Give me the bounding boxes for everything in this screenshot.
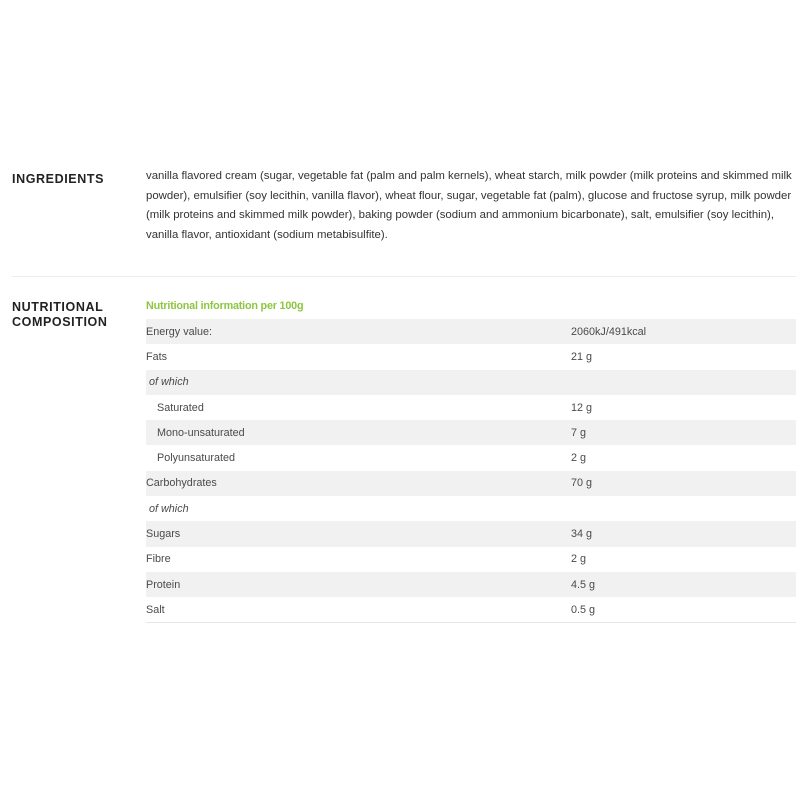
row-label: Carbohydrates [146, 471, 571, 496]
nutrition-heading-line2: COMPOSITION [12, 315, 108, 329]
nutrition-heading [12, 300, 132, 330]
table-row-protein [146, 572, 796, 597]
row-label: Fibre [146, 553, 171, 566]
table-row-carbs-of-which [146, 496, 796, 521]
table-row-polyunsaturated [146, 445, 796, 470]
nutrition-heading-line1: NUTRITIONAL [12, 300, 104, 314]
nutrition-table-caption: Nutritional information per 100g [146, 300, 304, 312]
table-row-sugars [146, 521, 796, 546]
table-row-saturated [146, 395, 796, 420]
table-row-salt [146, 597, 796, 622]
table-row-fats-of-which [146, 370, 796, 395]
row-label: of which [149, 502, 189, 515]
row-value: 2 g [571, 452, 587, 465]
row-value: 4.5 g [571, 572, 796, 597]
row-label: Saturated [157, 401, 204, 414]
table-row-energy [146, 319, 796, 344]
ingredients-heading: INGREDIENTS [12, 172, 105, 186]
table-row-fats [146, 344, 796, 369]
table-row-mono-unsaturated [146, 420, 796, 445]
row-label: Fats [146, 350, 167, 363]
row-value [571, 496, 796, 521]
row-value: 2 g [571, 553, 587, 566]
row-label: Mono-unsaturated [146, 420, 571, 445]
row-value: 12 g [571, 401, 593, 414]
table-row-fibre [146, 547, 796, 572]
row-label: Sugars [146, 521, 571, 546]
table-row-carbohydrates [146, 471, 796, 496]
ingredients-text: vanilla flavored cream (sugar, vegetable fat (palm and palm kernels), wheat starch, milk powder (milk proteins and skimmed milk powder), emulsifier (soy lecithin, vanilla flavor), wheat flour, sugar, vegetable fat (palm), glucose and fructose syrup, milk powder (milk proteins and skimmed milk powder), baking powder (sodium and ammonium bicarbonate), salt, emulsifier (soy lecithin), vanilla flavor, antioxidant (sodium metabisulfite). [146, 170, 792, 241]
row-label: of which [146, 370, 571, 395]
row-label: Salt [146, 597, 571, 622]
row-value: 70 g [571, 471, 796, 496]
row-value: 2060kJ/491kcal [571, 319, 796, 344]
row-value: 21 g [571, 350, 593, 363]
section-divider [12, 276, 796, 277]
row-value: 0.5 g [571, 597, 796, 622]
row-label: Polyunsaturated [157, 452, 236, 465]
row-value [571, 370, 796, 395]
nutrition-table [146, 319, 796, 623]
row-value: 34 g [571, 521, 796, 546]
row-label: Protein [146, 572, 571, 597]
row-label: Energy value: [146, 319, 571, 344]
row-value: 7 g [571, 420, 796, 445]
